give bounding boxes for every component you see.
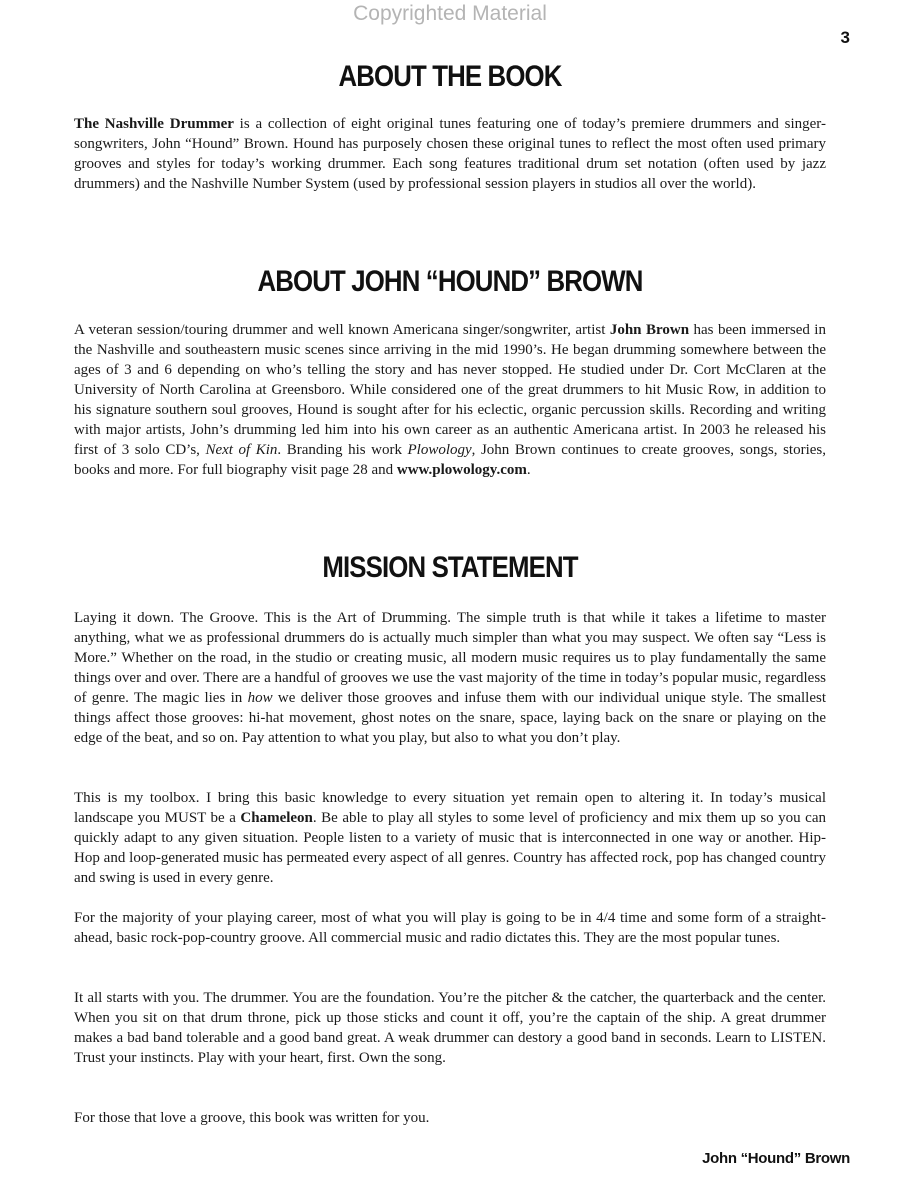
about-john-text-5: .: [526, 462, 531, 478]
about-john-text-2: has been immersed in the Nashville and southeastern music scenes since arriving in the mid 1990’s. He began drumming somewhere between the ages of 3 and 6 depending on who’s telling the story and has never stopped. He studied under Dr. Cort McClaren at the University of North Carolina at Greensboro. While considered one of the great drummers to hit Music Row, in addition to his signature southern soul grooves, Hound is sought after for his eclectic, organic percussion skills. Recording and writing with major artists, John’s drumming led him into his own career as an authentic Americana artist. In 2003 he released his first of 3 solo CD’s,: [74, 322, 826, 458]
mission-p2-text-b: . Be able to play all styles to some level of proficiency and mix them up so you can quickly adapt to any given situation. People listen to a variety of music that is interconnected in one way or another. Hip-Hop and loop-generated music has permeated every aspect of all genres. Country has affected rock, pop has changed country and swing is used in every genre.: [74, 810, 827, 886]
page-number: 3: [840, 28, 850, 47]
album-title: Next of Kin: [205, 442, 278, 458]
heading-mission-statement: MISSION STATEMENT: [322, 551, 578, 584]
mission-p2-text-a: This is my toolbox. I bring this basic knowledge to every situation yet remain open to altering it. In today’s musical landscape you MUST be a: [74, 790, 826, 826]
about-john-text-1: A veteran session/touring drummer and well known Americana singer/songwriter, artist: [74, 322, 610, 338]
about-john-paragraph: [74, 320, 826, 480]
about-john-text-3: . Branding his work: [277, 442, 408, 458]
about-john-text-4: , John Brown continues to create grooves, songs, stories, books and more. For full biography visit page 28 and: [74, 442, 826, 478]
heading-about-the-book: ABOUT THE BOOK: [338, 60, 562, 93]
mission-p2-emphasis: Chameleon: [240, 810, 313, 826]
author-signature: John “Hound” Brown: [702, 1150, 850, 1167]
artist-name: John Brown: [609, 322, 690, 338]
mission-paragraph-5: For those that love a groove, this book was written for you.: [74, 1110, 430, 1126]
mission-p1-emphasis: how: [247, 690, 273, 706]
heading-about-john-brown: ABOUT JOHN “HOUND” BROWN: [257, 265, 643, 298]
mission-p1-text-a: Laying it down. The Groove. This is the Art of Drumming. The simple truth is that while it takes a lifetime to master anything, what we as professional drummers do is actually much simpler than what you may suspect. We often say “Less is More.” Whether on the road, in the studio or creating music, all modern music requires us to play fundamentally the same things over and over. There are a handful of grooves we use the vast majority of the time in today’s popular music, regardless of genre. The magic lies in: [74, 610, 827, 706]
mission-paragraph-4: It all starts with you. The drummer. You are the foundation. You’re the pitcher & the catcher, the quarterback and the center. When you sit on that drum throne, pick up those sticks and count it off, you’re the captain of the ship. A great drummer makes a bad band tolerable and a good band great. A weak drummer can destory a good band in seconds. Learn to LISTEN. Trust your instincts. Play with your heart, first. Own the song.: [74, 990, 826, 1066]
mission-p1-text-b: we deliver those grooves and infuse them with our individual unique style. The smallest things affect those grooves: hi-hat movement, ghost notes on the snare, space, laying back on the snare or playing on the edge of the beat, and so on. Pay attention to what you play, but also to what you don’t play.: [74, 690, 826, 746]
book-title: The Nashville Drummer: [74, 116, 234, 132]
about-book-paragraph: [74, 114, 826, 194]
about-book-text: is a collection of eight original tunes featuring one of today’s premiere drummers and singer-songwriters, John “Hound” Brown. Hound has purposely chosen these original tunes to reflect the most often used primary grooves and styles for today’s working drummer. Each song features traditional drum set notation (often used by jazz drummers) and the Nashville Number System (used by professional session players in studios all over the world).: [74, 116, 826, 192]
mission-paragraph-2: [74, 788, 826, 888]
mission-paragraph-1: [74, 608, 826, 748]
copyright-watermark: Copyrighted Material: [353, 2, 547, 25]
brand-name: Plowology: [407, 442, 472, 458]
mission-paragraph-3: For the majority of your playing career, most of what you will play is going to be in 4/4 time and some form of a straight-ahead, basic rock-pop-country groove. All commercial music and radio dictates this. They are the most popular tunes.: [74, 910, 826, 946]
website-link: www.plowology.com: [396, 462, 527, 478]
